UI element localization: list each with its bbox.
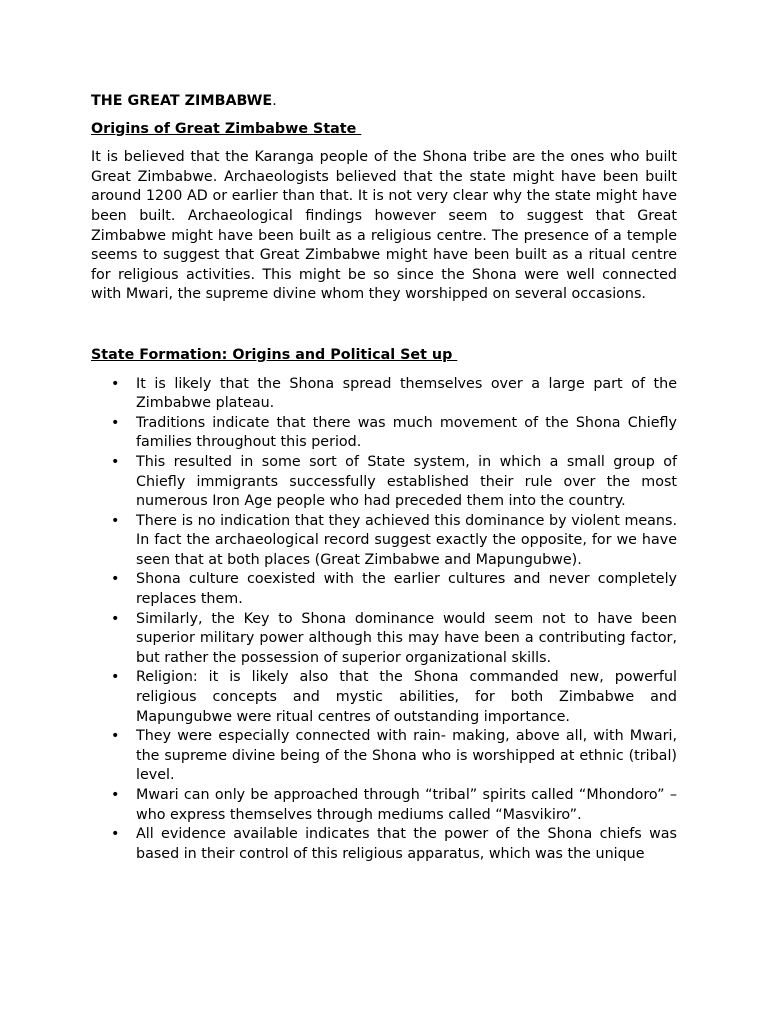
bullet-icon: • bbox=[111, 512, 120, 529]
bullet-icon: • bbox=[111, 787, 120, 803]
bullet-icon: • bbox=[111, 571, 120, 588]
list-item-text: Similarly, the Key to Shona dominance would seem not to have been superior military power although this may have been a contributing factor, but rather the possession of superior organizational skills. bbox=[136, 610, 677, 666]
list-item bbox=[91, 570, 677, 609]
list-item bbox=[91, 727, 677, 786]
document-page bbox=[91, 92, 677, 864]
bullet-icon: • bbox=[111, 728, 120, 745]
section-heading-state-formation: State Formation: Origins and Political Set up bbox=[91, 346, 458, 363]
list-item-text: They were especially connected with rain- making, above all, with Mwari, the supreme divine being of the Shona who is worshipped at ethnic (tribal) level. bbox=[136, 728, 677, 784]
list-item bbox=[91, 453, 677, 512]
bullet-icon: • bbox=[111, 826, 120, 843]
list-item-text: There is no indication that they achieved this dominance by violent means. In fact the archaeological record suggest exactly the opposite, for we have seen that at both places (Great Zimbabwe and Mapungubwe). bbox=[136, 512, 677, 568]
state-formation-bullet-list bbox=[91, 375, 677, 865]
list-item-text: This resulted in some sort of State system, in which a small group of Chiefly immigrants successfully established their rule over the most numerous Iron Age people who had preceded them into the country. bbox=[136, 453, 677, 510]
list-item-text: Traditions indicate that there was much movement of the Shona Chiefly families throughout this period. bbox=[136, 414, 677, 451]
bullet-icon: • bbox=[111, 375, 120, 392]
bullet-icon: • bbox=[111, 669, 120, 686]
document-title-text: THE GREAT ZIMBABWE bbox=[91, 93, 273, 109]
document-title bbox=[91, 92, 677, 112]
bullet-icon: • bbox=[111, 453, 120, 470]
list-item bbox=[91, 512, 677, 571]
list-item bbox=[91, 414, 677, 453]
list-item bbox=[91, 610, 677, 669]
list-item bbox=[91, 825, 677, 864]
section-heading-origins: Origins of Great Zimbabwe State bbox=[91, 120, 362, 137]
list-item-text: Religion: it is likely also that the Shona commanded new, powerful religious concepts and mystic abilities, for both Zimbabwe and Mapungubwe were ritual centres of outstanding importance. bbox=[136, 669, 677, 725]
list-item-text: All evidence available indicates that the power of the Shona chiefs was based in their control of this religious apparatus, which was the unique bbox=[136, 826, 677, 862]
list-item bbox=[91, 668, 677, 727]
list-item-text: Shona culture coexisted with the earlier cultures and never completely replaces them. bbox=[136, 571, 677, 608]
origins-paragraph: It is believed that the Karanga people of the Shona tribe are the ones who built Great Zimbabwe. Archaeologists believed that the state might have been built around 1200 AD or earlier than that. It is not very clear why the state might have been built. Archaeological findings however seem to suggest that Great Zimbabwe might have been built as a religious centre. The presence of a temple seems to suggest that Great Zimbabwe might have been built as a ritual centre for religious activities. This might be so since the Shona were well connected with Mwari, the supreme divine whom they worshipped on several occasions. bbox=[91, 149, 677, 303]
list-item bbox=[91, 375, 677, 414]
bullet-icon: • bbox=[111, 414, 120, 431]
list-item-text: It is likely that the Shona spread themselves over a large part of the Zimbabwe plateau. bbox=[136, 375, 677, 412]
section-spacer bbox=[91, 305, 677, 346]
list-item-text: Mwari can only be approached through “tribal” spirits called “Mhondoro” – who express themselves through mediums called “Masvikiro”. bbox=[136, 787, 677, 823]
list-item bbox=[91, 786, 677, 825]
bullet-icon: • bbox=[111, 610, 120, 627]
document-title-period: . bbox=[272, 93, 277, 109]
